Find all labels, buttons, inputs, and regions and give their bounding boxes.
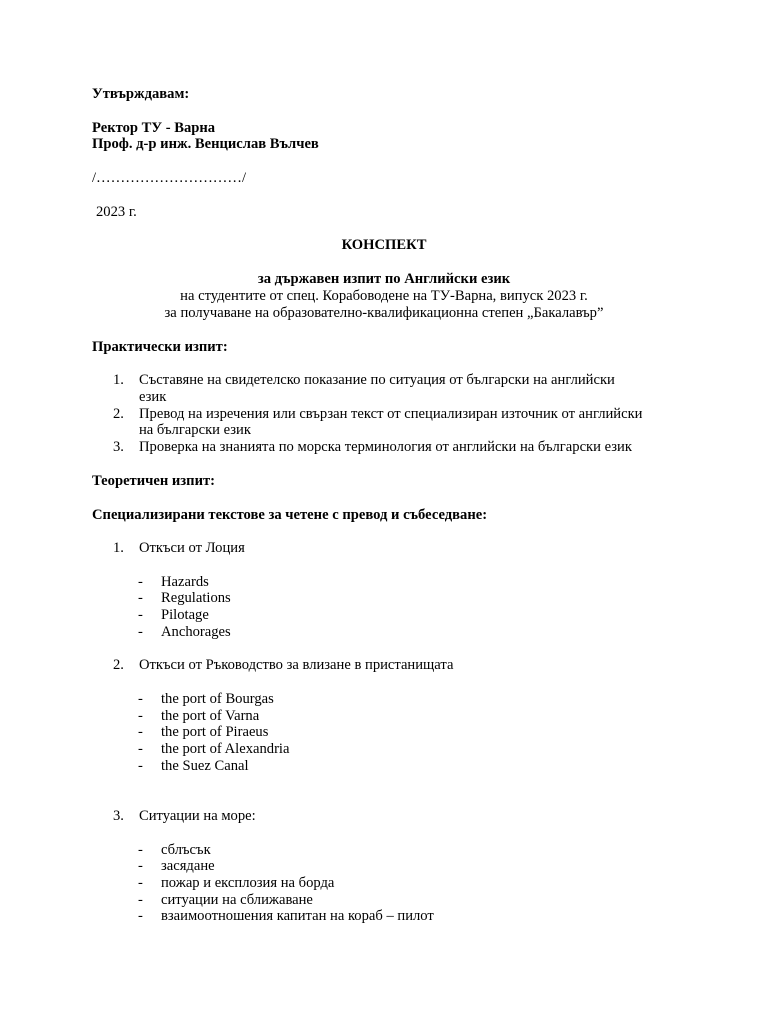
section-title: Откъси от Лоция bbox=[139, 540, 245, 556]
theory-subheading: Специализирани текстове за четене с превод и събеседване: bbox=[92, 507, 488, 523]
dash-bullet: - bbox=[138, 724, 143, 740]
list-item: Regulations bbox=[161, 590, 231, 606]
item-text-continued: език bbox=[139, 389, 167, 405]
list-item: засядане bbox=[161, 858, 215, 874]
list-item: the Suez Canal bbox=[161, 758, 249, 774]
item-text: Превод на изречения или свързан текст от специализиран източник от английски bbox=[139, 406, 643, 422]
title-line-3: за получаване на образователно-квалификационна степен „Бакалавър” bbox=[164, 305, 604, 321]
item-text: Проверка на знанията по морска терминология от английски на български език bbox=[139, 439, 632, 455]
section-number: 1. bbox=[113, 540, 124, 556]
approve-label: Утвърждавам: bbox=[92, 86, 190, 102]
date-line: 2023 г. bbox=[96, 204, 137, 220]
dash-bullet: - bbox=[138, 908, 143, 924]
dash-bullet: - bbox=[138, 574, 143, 590]
title-line-1: за държавен изпит по Английски език bbox=[257, 271, 511, 287]
list-item: Pilotage bbox=[161, 607, 209, 623]
practical-heading: Практически изпит: bbox=[92, 339, 228, 355]
section-number: 3. bbox=[113, 808, 124, 824]
document-title: КОНСПЕКТ bbox=[341, 237, 427, 253]
dash-bullet: - bbox=[138, 741, 143, 757]
dash-bullet: - bbox=[138, 624, 143, 640]
professor-line: Проф. д-р инж. Венцислав Вълчев bbox=[92, 136, 319, 152]
section-title: Ситуации на море: bbox=[139, 808, 256, 824]
dash-bullet: - bbox=[138, 858, 143, 874]
section-number: 2. bbox=[113, 657, 124, 673]
section-title: Откъси от Ръководство за влизане в пристанищата bbox=[139, 657, 454, 673]
list-item: the port of Piraeus bbox=[161, 724, 269, 740]
dash-bullet: - bbox=[138, 590, 143, 606]
dash-bullet: - bbox=[138, 691, 143, 707]
dash-bullet: - bbox=[138, 842, 143, 858]
item-number: 3. bbox=[113, 439, 124, 455]
list-item: Hazards bbox=[161, 574, 209, 590]
list-item: взаимоотношения капитан на кораб – пилот bbox=[161, 908, 434, 924]
title-line-2: на студентите от спец. Корабоводене на ТУ-Варна, випуск 2023 г. bbox=[180, 288, 588, 304]
list-item: the port of Alexandria bbox=[161, 741, 290, 757]
item-number: 2. bbox=[113, 406, 124, 422]
list-item: the port of Varna bbox=[161, 708, 260, 724]
list-item: сблъсък bbox=[161, 842, 211, 858]
dash-bullet: - bbox=[138, 708, 143, 724]
dash-bullet: - bbox=[138, 758, 143, 774]
list-item: the port of Bourgas bbox=[161, 691, 274, 707]
item-text: Съставяне на свидетелско показание по ситуация от български на английски bbox=[139, 372, 615, 388]
list-item: пожар и експлозия на борда bbox=[161, 875, 335, 891]
list-item: Anchorages bbox=[161, 624, 231, 640]
rector-line: Ректор ТУ - Варна bbox=[92, 120, 216, 136]
item-number: 1. bbox=[113, 372, 124, 388]
list-item: ситуации на сближаване bbox=[161, 892, 313, 908]
signature-line: /…………………………/ bbox=[92, 170, 247, 186]
theory-heading: Теоретичен изпит: bbox=[92, 473, 216, 489]
dash-bullet: - bbox=[138, 875, 143, 891]
item-text-continued: на български език bbox=[139, 422, 251, 438]
dash-bullet: - bbox=[138, 892, 143, 908]
dash-bullet: - bbox=[138, 607, 143, 623]
